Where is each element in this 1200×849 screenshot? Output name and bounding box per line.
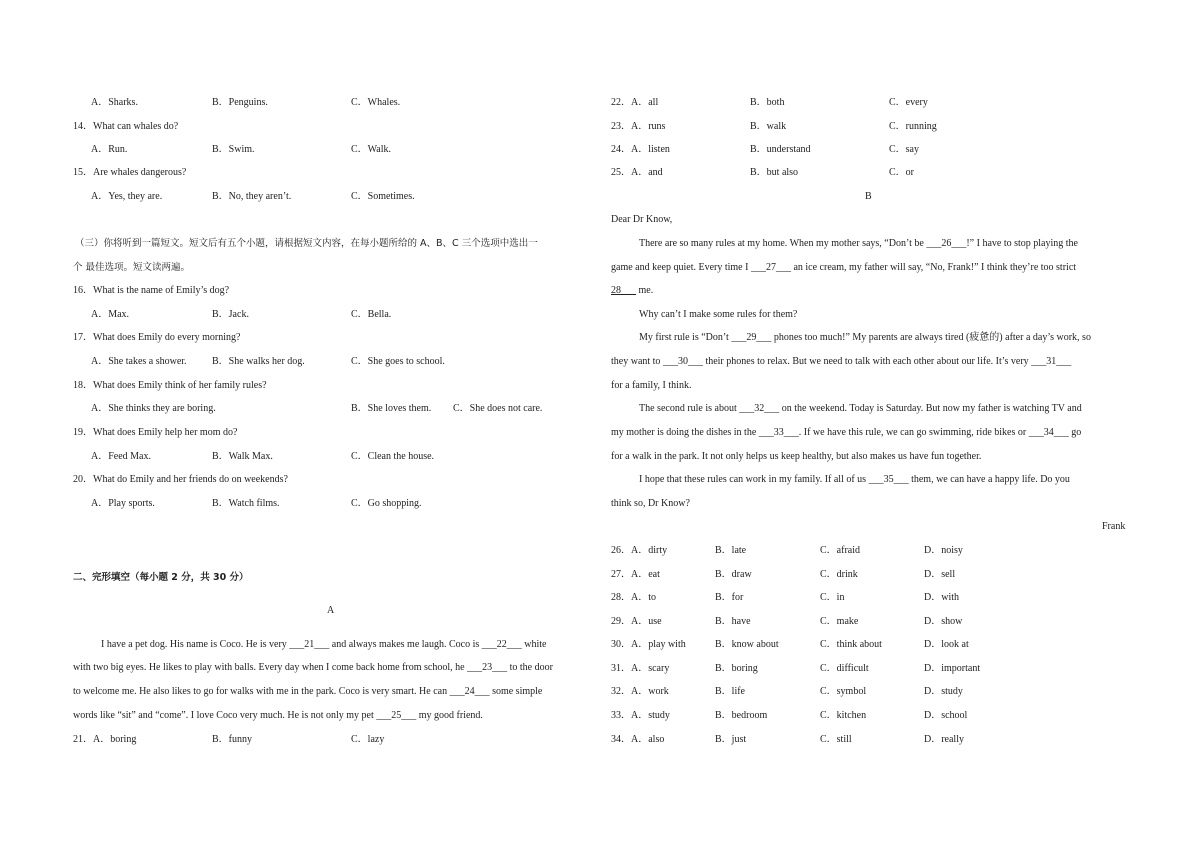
letter-text: There are so many rules at my home. When my mother says, “Don’t be xyxy=(639,238,927,249)
q13-option-c: C．Whales. xyxy=(351,97,401,108)
q30-option-b: B．know about xyxy=(715,639,779,650)
q13-option-a: A．Sharks. xyxy=(91,97,138,108)
q27-option-b: B．draw xyxy=(715,569,752,580)
passage-a-text: to the door xyxy=(507,662,553,673)
q20-option-a: A．Play sports. xyxy=(91,498,155,509)
passage-a-line1 xyxy=(101,639,546,651)
passage-a-text: with two big eyes. He likes to play with balls. Every day when I come back home from school, he xyxy=(73,662,468,673)
q20-option-b: B．Watch films. xyxy=(212,498,280,509)
letter-p4-line1 xyxy=(639,403,1082,415)
passage-a-text: words like “sit” and “come”. I love Coco very much. He is not only my pet xyxy=(73,710,377,721)
letter-p3-line3: for a family, I think. xyxy=(611,380,692,391)
q15-option-a: A．Yes, they are. xyxy=(91,191,163,202)
blank-21: ___21___ xyxy=(289,639,330,650)
letter-text: me. xyxy=(636,285,654,296)
q29-option-b: B．have xyxy=(715,616,751,627)
q15-option-c: C．Sometimes. xyxy=(351,191,415,202)
q24-option-a: 24．A．listen xyxy=(611,144,670,155)
q20-stem: 20．What do Emily and her friends do on weekends? xyxy=(73,474,288,485)
q32-option-b: B．life xyxy=(715,686,745,697)
q18-option-c: C．She does not care. xyxy=(453,403,543,414)
q34-option-d: D．really xyxy=(924,734,964,745)
q26-option-b: B．late xyxy=(715,545,747,556)
q29-option-a: 29．A．use xyxy=(611,616,662,627)
passage-a-text: my good friend. xyxy=(416,710,483,721)
q22-option-b: B．both xyxy=(750,97,785,108)
q27-option-a: 27．A．eat xyxy=(611,569,660,580)
q13-option-b: B．Penguins. xyxy=(212,97,268,108)
q26-option-a: 26．A．dirty xyxy=(611,545,668,556)
q18-option-a: A．She thinks they are boring. xyxy=(91,403,216,414)
q30-option-d: D．look at xyxy=(924,639,969,650)
q30-option-c: C．think about xyxy=(820,639,882,650)
blank-22: ___22___ xyxy=(481,639,522,650)
q15-option-b: B．No, they aren’t. xyxy=(212,191,292,202)
passage-a-text: I have a pet dog. His name is Coco. He is very xyxy=(101,639,290,650)
letter-text: . If we have this rule, we can go swimming, ride bikes or xyxy=(798,427,1029,438)
q33-option-c: C．kitchen xyxy=(820,710,867,721)
q23-option-a: 23．A．runs xyxy=(611,121,666,132)
letter-text: I hope that these rules can work in my family. If all of us xyxy=(639,474,869,485)
passage-a-line2 xyxy=(73,662,553,674)
letter-p1-line3 xyxy=(611,285,653,297)
q16-option-a: A．Max. xyxy=(91,309,130,320)
passage-a-line4 xyxy=(73,710,483,722)
letter-text: an ice cream, my father will say, “No, Frank!” I think they’re too strict xyxy=(790,262,1077,273)
q24-option-c: C．say xyxy=(889,144,919,155)
q26-option-d: D．noisy xyxy=(924,545,963,556)
q26-option-c: C．afraid xyxy=(820,545,860,556)
letter-text: My first rule is “Don’t xyxy=(639,332,732,343)
q28-option-c: C．in xyxy=(820,592,845,603)
q17-option-b: B．She walks her dog. xyxy=(212,356,305,367)
q19-stem: 19．What does Emily help her mom do? xyxy=(73,427,238,438)
q31-option-d: D．important xyxy=(924,663,981,674)
q32-option-d: D．study xyxy=(924,686,963,697)
letter-p4-line2 xyxy=(611,427,1081,439)
q25-option-c: C．or xyxy=(889,167,914,178)
q14-stem: 14．What can whales do? xyxy=(73,121,179,132)
letter-text: them, we can have a happy life. Do you xyxy=(908,474,1070,485)
q14-option-a: A．Run. xyxy=(91,144,128,155)
letter-text: The second rule is about xyxy=(639,403,740,414)
letter-p1-line2 xyxy=(611,262,1076,274)
q21-option-b: B．funny xyxy=(212,734,252,745)
q23-option-c: C．running xyxy=(889,121,937,132)
q34-option-a: 34．A．also xyxy=(611,734,665,745)
blank-34: ___34___ xyxy=(1028,427,1069,438)
letter-p3-line1 xyxy=(639,332,1091,344)
q16-stem: 16．What is the name of Emily’s dog? xyxy=(73,285,230,296)
blank-26: ___26___ xyxy=(926,238,967,249)
letter-text: their phones to relax. But we need to talk with each other about our life. It’s very xyxy=(702,356,1032,367)
section3-instructions-line1: （三）你将听到一篇短文。短文后有五个小题，请根据短文内容，在每小题所给的 A、B、C 三个选项中选出一 xyxy=(75,238,538,249)
q21-option-a: 21．A．boring xyxy=(73,734,137,745)
q16-option-c: C．Bella. xyxy=(351,309,392,320)
blank-25: ___25___ xyxy=(376,710,417,721)
blank-29: ___29___ xyxy=(731,332,772,343)
blank-35: ___35___ xyxy=(868,474,909,485)
letter-text: game and keep quiet. Every time I xyxy=(611,262,751,273)
q17-option-a: A．She takes a shower. xyxy=(91,356,187,367)
q23-option-b: B．walk xyxy=(750,121,787,132)
q30-option-a: 30．A．play with xyxy=(611,639,686,650)
q31-option-b: B．boring xyxy=(715,663,758,674)
letter-text: on the weekend. Today is Saturday. But now my father is watching TV and xyxy=(779,403,1082,414)
blank-23: ___23___ xyxy=(467,662,508,673)
passage-a-text: some simple xyxy=(489,686,543,697)
passage-a-text: and always makes me laugh. Coco is xyxy=(329,639,482,650)
q17-option-c: C．She goes to school. xyxy=(351,356,445,367)
letter-p1-line1 xyxy=(639,238,1078,250)
letter-text: they want to xyxy=(611,356,663,367)
blank-31: ___31___ xyxy=(1031,356,1072,367)
q19-option-b: B．Walk Max. xyxy=(212,451,273,462)
q18-stem: 18．What does Emily think of her family rules? xyxy=(73,380,267,391)
q22-option-c: C．every xyxy=(889,97,928,108)
letter-p3-line2 xyxy=(611,356,1071,368)
q24-option-b: B．understand xyxy=(750,144,811,155)
letter-text: my mother is doing the dishes in the xyxy=(611,427,759,438)
blank-24: ___24___ xyxy=(449,686,490,697)
q31-option-c: C．difficult xyxy=(820,663,869,674)
letter-p2: Why can’t I make some rules for them? xyxy=(639,309,798,320)
q33-option-d: D．school xyxy=(924,710,968,721)
q34-option-b: B．just xyxy=(715,734,747,745)
q14-option-c: C．Walk. xyxy=(351,144,392,155)
q16-option-b: B．Jack. xyxy=(212,309,249,320)
section2-title: 二、完形填空（每小题 2 分，共 30 分） xyxy=(73,572,249,583)
blank-27: ___27___ xyxy=(750,262,791,273)
q32-option-a: 32．A．work xyxy=(611,686,669,697)
q19-option-c: C．Clean the house. xyxy=(351,451,435,462)
q29-option-c: C．make xyxy=(820,616,859,627)
q28-option-b: B．for xyxy=(715,592,744,603)
q33-option-b: B．bedroom xyxy=(715,710,768,721)
passage-b-label: B xyxy=(865,191,872,202)
passage-a-text: to welcome me. He also likes to go for walks with me in the park. Coco is very smart. He can xyxy=(73,686,450,697)
q28-option-d: D．with xyxy=(924,592,959,603)
q22-option-a: 22．A．all xyxy=(611,97,659,108)
letter-p5-line2: think so, Dr Know? xyxy=(611,498,690,509)
q19-option-a: A．Feed Max. xyxy=(91,451,151,462)
letter-salutation: Dear Dr Know, xyxy=(611,214,673,225)
letter-signature: Frank xyxy=(1102,521,1126,532)
blank-32: ___32___ xyxy=(739,403,780,414)
passage-a-label: A xyxy=(327,605,335,616)
blank-28: 28___ xyxy=(611,285,636,296)
passage-a-line3 xyxy=(73,686,542,698)
q14-option-b: B．Swim. xyxy=(212,144,255,155)
q32-option-c: C．symbol xyxy=(820,686,867,697)
passage-a-text: white xyxy=(521,639,547,650)
q17-stem: 17．What does Emily do every morning? xyxy=(73,332,241,343)
blank-30: ___30___ xyxy=(662,356,703,367)
q20-option-c: C．Go shopping. xyxy=(351,498,422,509)
q29-option-d: D．show xyxy=(924,616,963,627)
letter-text: phones too much!” My parents are always tired (疲惫的) after a day’s work, so xyxy=(771,332,1091,343)
q28-option-a: 28．A．to xyxy=(611,592,656,603)
letter-p4-line3: for a walk in the park. It not only helps us keep healthy, but also makes us have fun together. xyxy=(611,451,982,462)
q25-option-a: 25．A．and xyxy=(611,167,663,178)
q21-option-c: C．lazy xyxy=(351,734,385,745)
letter-text: !” I have to stop playing the xyxy=(966,238,1078,249)
q31-option-a: 31．A．scary xyxy=(611,663,670,674)
q34-option-c: C．still xyxy=(820,734,852,745)
letter-p5-line1 xyxy=(639,474,1070,486)
blank-33: ___33___ xyxy=(758,427,799,438)
q18-option-b: B．She loves them. xyxy=(351,403,432,414)
q27-option-c: C．drink xyxy=(820,569,858,580)
q25-option-b: B．but also xyxy=(750,167,799,178)
q15-stem: 15．Are whales dangerous? xyxy=(73,167,187,178)
section3-instructions-line2: 个 最佳选项。短文读两遍。 xyxy=(73,262,191,273)
q27-option-d: D．sell xyxy=(924,569,956,580)
q33-option-a: 33．A．study xyxy=(611,710,670,721)
letter-text: go xyxy=(1068,427,1082,438)
